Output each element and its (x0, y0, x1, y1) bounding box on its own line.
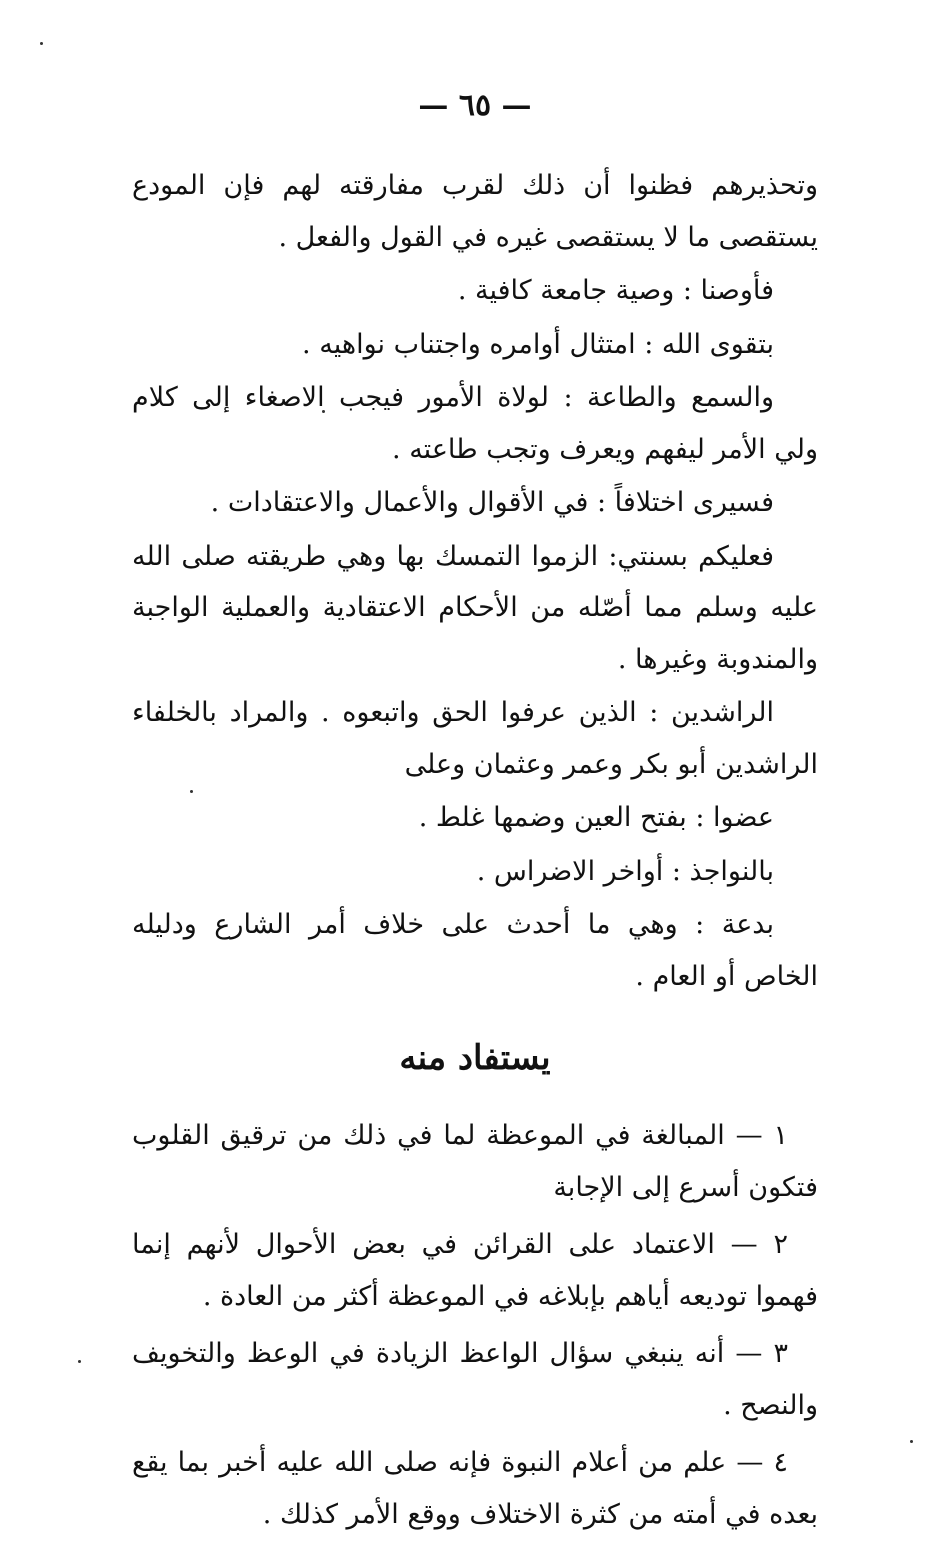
scan-speck (910, 1440, 913, 1443)
page-number: — ٦٥ — (418, 88, 532, 123)
paragraph: الراشدين : الذين عرفوا الحق واتبعوه . والمراد بالخلفاء الراشدين أبو بكر وعمر وعثمان وعلى (132, 697, 818, 780)
paragraph: والسمع والطاعة : لولاة الأمور فيجب الاصغاء إلى كلام ولي الأمر ليفهم ويعرف وتجب طاعته . (132, 382, 818, 465)
list-item: ٢ — الاعتماد على القرائن في بعض الأحوال لأنهم إنما فهموا توديعه أياهم بإبلاغه في الموعظة أكثر من العادة . (132, 1229, 818, 1312)
paragraph: بالنواجذ : أواخر الاضراس . (476, 855, 774, 887)
paragraph: وتحذيرهم فظنوا أن ذلك لقرب مفارقته لهم فإن المودع يستقصى ما لا يستقصى غيره في القول والفعل . (132, 170, 818, 253)
paragraph: فعليكم بسنتي: الزموا التمسك بها وهي طريقته صلى الله عليه وسلم مما أصّله من الأحكام الاعتقادية والعملية الواجبة والمندوبة وغيرها . (132, 540, 818, 675)
list-item: ١ — المبالغة في الموعظة لما في ذلك من ترقيق القلوب فتكون أسرع إلى الإجابة (132, 1120, 818, 1203)
paragraph: بدعة : وهي ما أحدث على خلاف أمر الشارع ودليله الخاص أو العام . (132, 909, 818, 992)
list-item: ٤ — علم من أعلام النبوة فإنه صلى الله عليه أخبر بما يقع بعده في أمته من كثرة الاختلاف ووقع الأمر كذلك . (132, 1447, 818, 1530)
scan-speck (40, 42, 43, 45)
paragraph: بتقوى الله : امتثال أوامره واجتناب نواهيه . (302, 328, 774, 360)
paragraph: عضوا : بفتح العين وضمها غلط . (418, 802, 774, 833)
scan-speck (78, 1360, 81, 1363)
paragraph: فسيرى اختلافاً : في الأقوال والأعمال والاعتقادات . (210, 487, 774, 518)
page-body (132, 160, 818, 1546)
section-heading: يستفاد منه (399, 1038, 551, 1078)
paragraph: فأوصنا : وصية جامعة كافية . (457, 275, 774, 306)
list-item: ٣ — أنه ينبغي سؤال الواعظ الزيادة في الوعظ والتخويف والنصح . (132, 1338, 818, 1421)
